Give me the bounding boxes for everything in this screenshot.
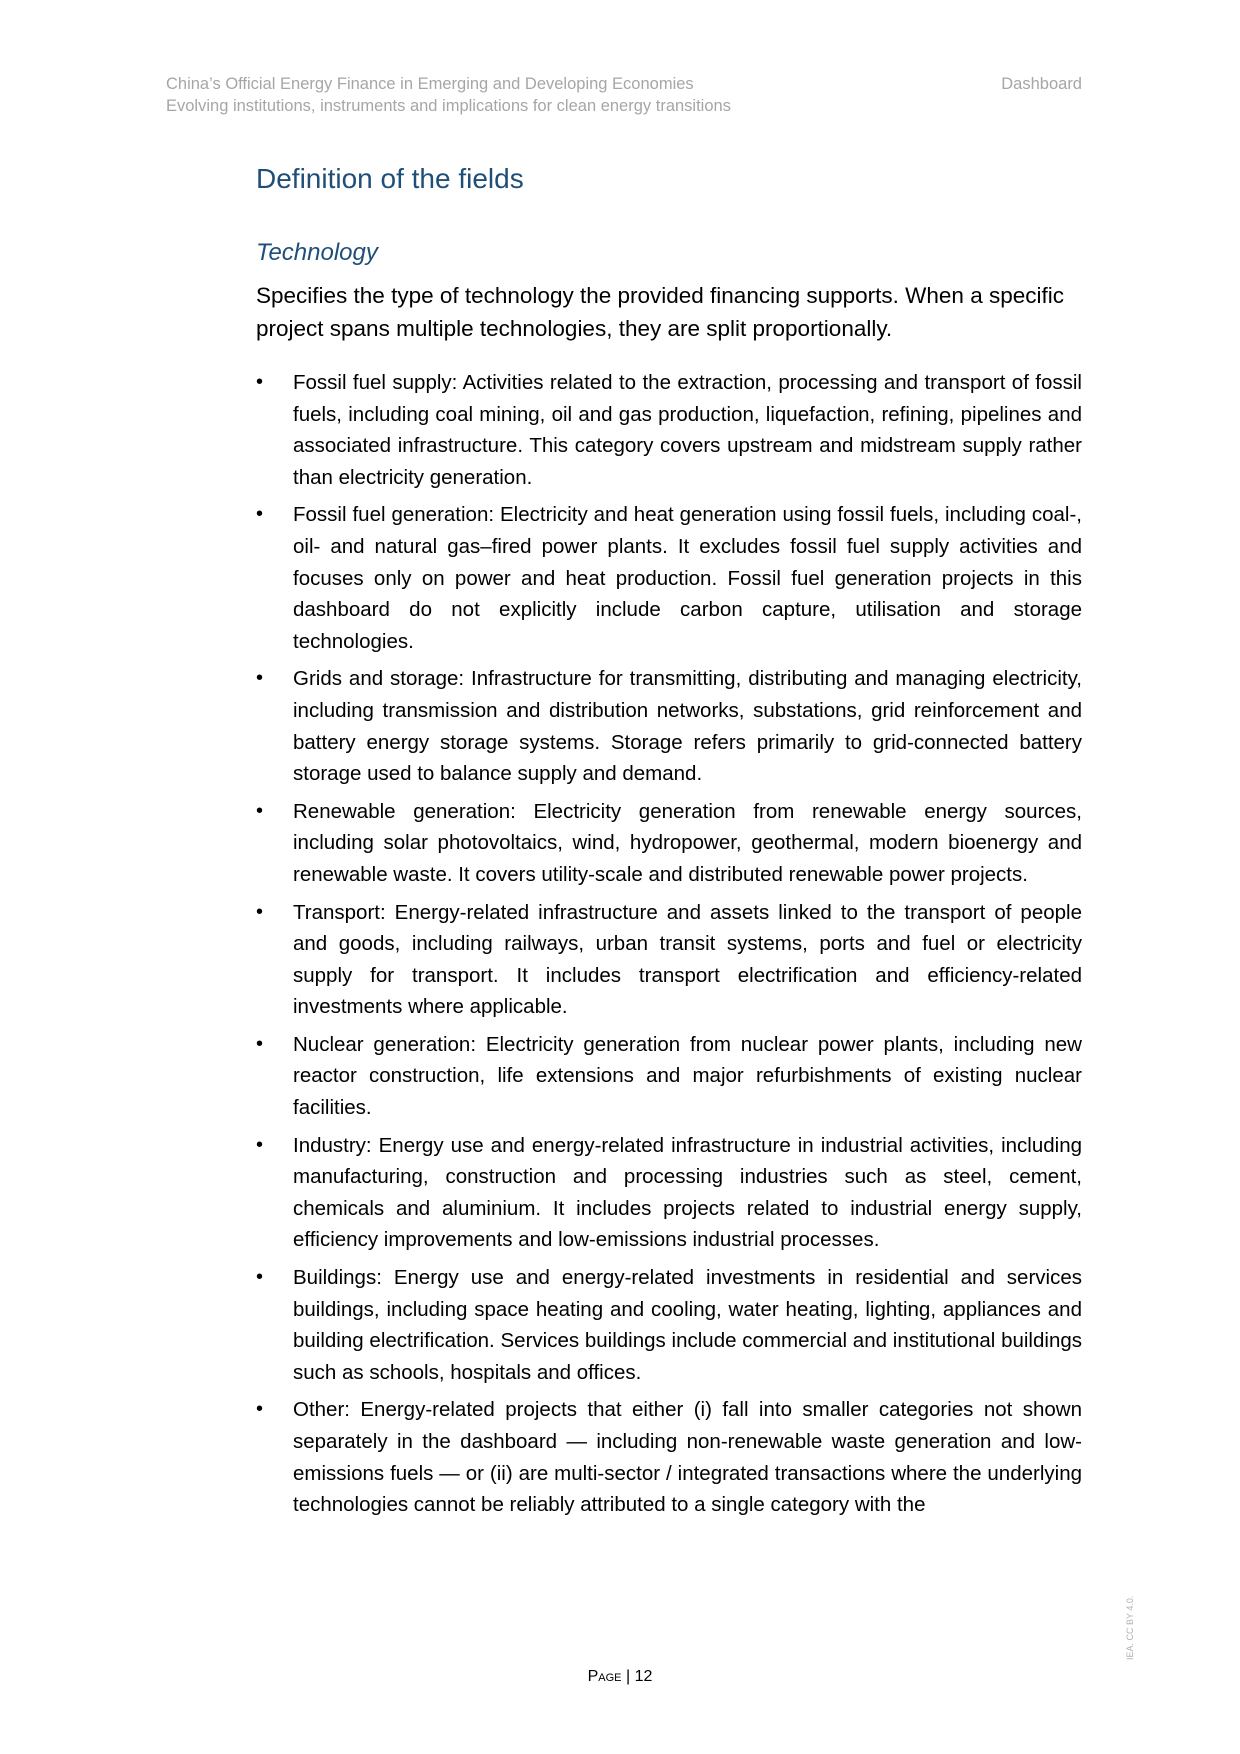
- definition-text: Nuclear generation: Electricity generation from nuclear power plants, including new reactor construction, life extensions and major refurbishments of existing nuclear facilities.: [293, 1032, 1082, 1120]
- intro-paragraph: Specifies the type of technology the provided financing supports. When a specific project spans multiple technologies, they are split proportionally.: [256, 283, 1064, 341]
- running-header-title: [166, 73, 731, 117]
- bullet-marker: •: [256, 667, 264, 690]
- definition-text: Transport: Energy-related infrastructure and assets linked to the transport of people and goods, including railways, urban transit systems, ports and fuel or electricity supply for transport. It includes transport electrification and efficiency-related investments where applicable.: [293, 900, 1082, 1019]
- definition-text: Fossil fuel supply: Activities related to the extraction, processing and transport of fossil fuels, including coal mining, oil and gas production, liquefaction, refining, pipelines and associated infrastructure. This category covers upstream and midstream supply rather than electricity generation.: [293, 371, 1082, 489]
- bullet-marker: •: [256, 503, 264, 526]
- page-label: Page: [587, 1668, 622, 1685]
- header-title-line2: Evolving institutions, instruments and implications for clean energy transitions: [166, 97, 731, 115]
- main-content: [256, 162, 1082, 1527]
- definition-item: [256, 1262, 1082, 1388]
- definition-item: [256, 499, 1082, 657]
- bullet-marker: •: [256, 371, 264, 393]
- page-number: 12: [634, 1668, 653, 1685]
- definition-text: Grids and storage: Infrastructure for transmitting, distributing and managing electricity, including transmission and distribution networks, substations, grid reinforcement and battery energy storage systems. Storage refers primarily to grid-connected battery storage used to balance supply and demand.: [293, 667, 1082, 786]
- definition-text: Other: Energy-related projects that either (i) fall into smaller categories not shown separately in the dashboard — including non-renewable waste generation and low-emissions fuels — or (ii) are multi-sector / integrated transactions where the underlying technologies cannot be reliably attributed to a single category with the: [293, 1398, 1082, 1517]
- definition-text: Fossil fuel generation: Electricity and heat generation using fossil fuels, including coal-, oil- and natural gas–fired power plants. It excludes fossil fuel supply activities and focuses only on power and heat production. Fossil fuel generation projects in this dashboard do not explicitly include carbon capture, utilisation and storage technologies.: [293, 503, 1082, 653]
- definition-item: [256, 796, 1082, 891]
- section-title: Definition of the fields: [256, 163, 524, 194]
- subsection-title: Technology: [256, 239, 378, 266]
- definition-text: Industry: Energy use and energy-related infrastructure in industrial activities, including manufacturing, construction and processing industries such as steel, cement, chemicals and aluminium. It includes projects related to industrial energy supply, efficiency improvements and low-emissions industrial processes.: [293, 1133, 1082, 1252]
- definition-item: [256, 1394, 1082, 1520]
- definition-text: Buildings: Energy use and energy-related investments in residential and services buildings, including space heating and cooling, water heating, lighting, appliances and building electrification. Services buildings include commercial and institutional buildings such as schools, hospitals and offices.: [293, 1266, 1082, 1384]
- definition-item: [256, 1130, 1082, 1256]
- bullet-marker: •: [256, 799, 264, 822]
- bullet-marker: •: [256, 1133, 264, 1156]
- bullet-marker: •: [256, 1398, 264, 1421]
- bullet-marker: •: [256, 1266, 264, 1289]
- definition-item: [256, 367, 1082, 493]
- definition-item: [256, 663, 1082, 789]
- bullet-marker: •: [256, 900, 264, 923]
- definition-item: [256, 897, 1082, 1023]
- page-footer: [0, 1667, 1240, 1687]
- page-separator: |: [625, 1668, 631, 1685]
- bullet-marker: •: [256, 1032, 264, 1055]
- license-note: IEA. CC BY 4.0.: [1125, 1595, 1135, 1660]
- header-title-line1: China’s Official Energy Finance in Emerging and Developing Economies: [166, 75, 694, 93]
- definition-item: [256, 1029, 1082, 1124]
- definition-text: Renewable generation: Electricity generation from renewable energy sources, including solar photovoltaics, wind, hydropower, geothermal, modern bioenergy and renewable waste. It covers utility-scale and distributed renewable power projects.: [293, 799, 1082, 886]
- definition-list: [256, 367, 1082, 1521]
- header-section-label: Dashboard: [1001, 75, 1082, 93]
